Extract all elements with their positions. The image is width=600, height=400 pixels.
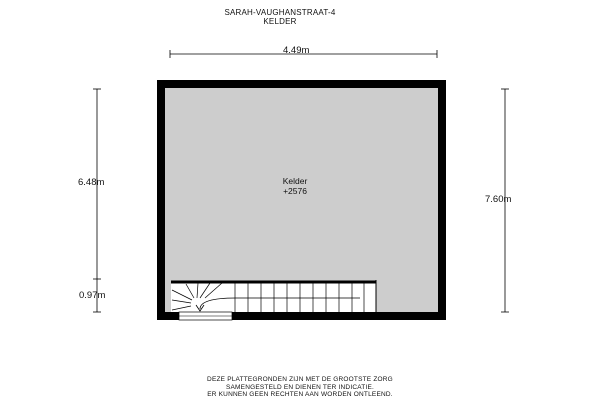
room-elevation: +2576: [283, 186, 307, 196]
dimension-right-label: 7.60m: [485, 194, 512, 205]
disclaimer-line-2: SAMENGESTELD EN DIENEN TER INDICATIE.: [225, 383, 375, 391]
disclaimer-line-3: ER KUNNEN GEEN RECHTEN AAN WORDEN ONTLEEND.: [207, 391, 393, 398]
door-opening: [179, 312, 232, 320]
dimension-left-upper-label: 6.48m: [78, 177, 105, 188]
disclaimer-line-1: DEZE PLATTEGRONDEN ZIJN MET DE GROOTSTE ZORG: [207, 376, 393, 383]
dimension-left: [93, 89, 101, 312]
dimension-left-lower-label: 0.97m: [79, 290, 106, 301]
plan-address: SARAH-VAUGHANSTRAAT-4: [224, 8, 336, 17]
plan-floor-name: KELDER: [263, 17, 297, 26]
disclaimer-text: [150, 376, 450, 399]
room-name: Kelder: [282, 176, 308, 186]
staircase: [171, 280, 376, 313]
dimension-top-label: 4.49m: [283, 45, 310, 56]
room-floor: [164, 87, 439, 313]
